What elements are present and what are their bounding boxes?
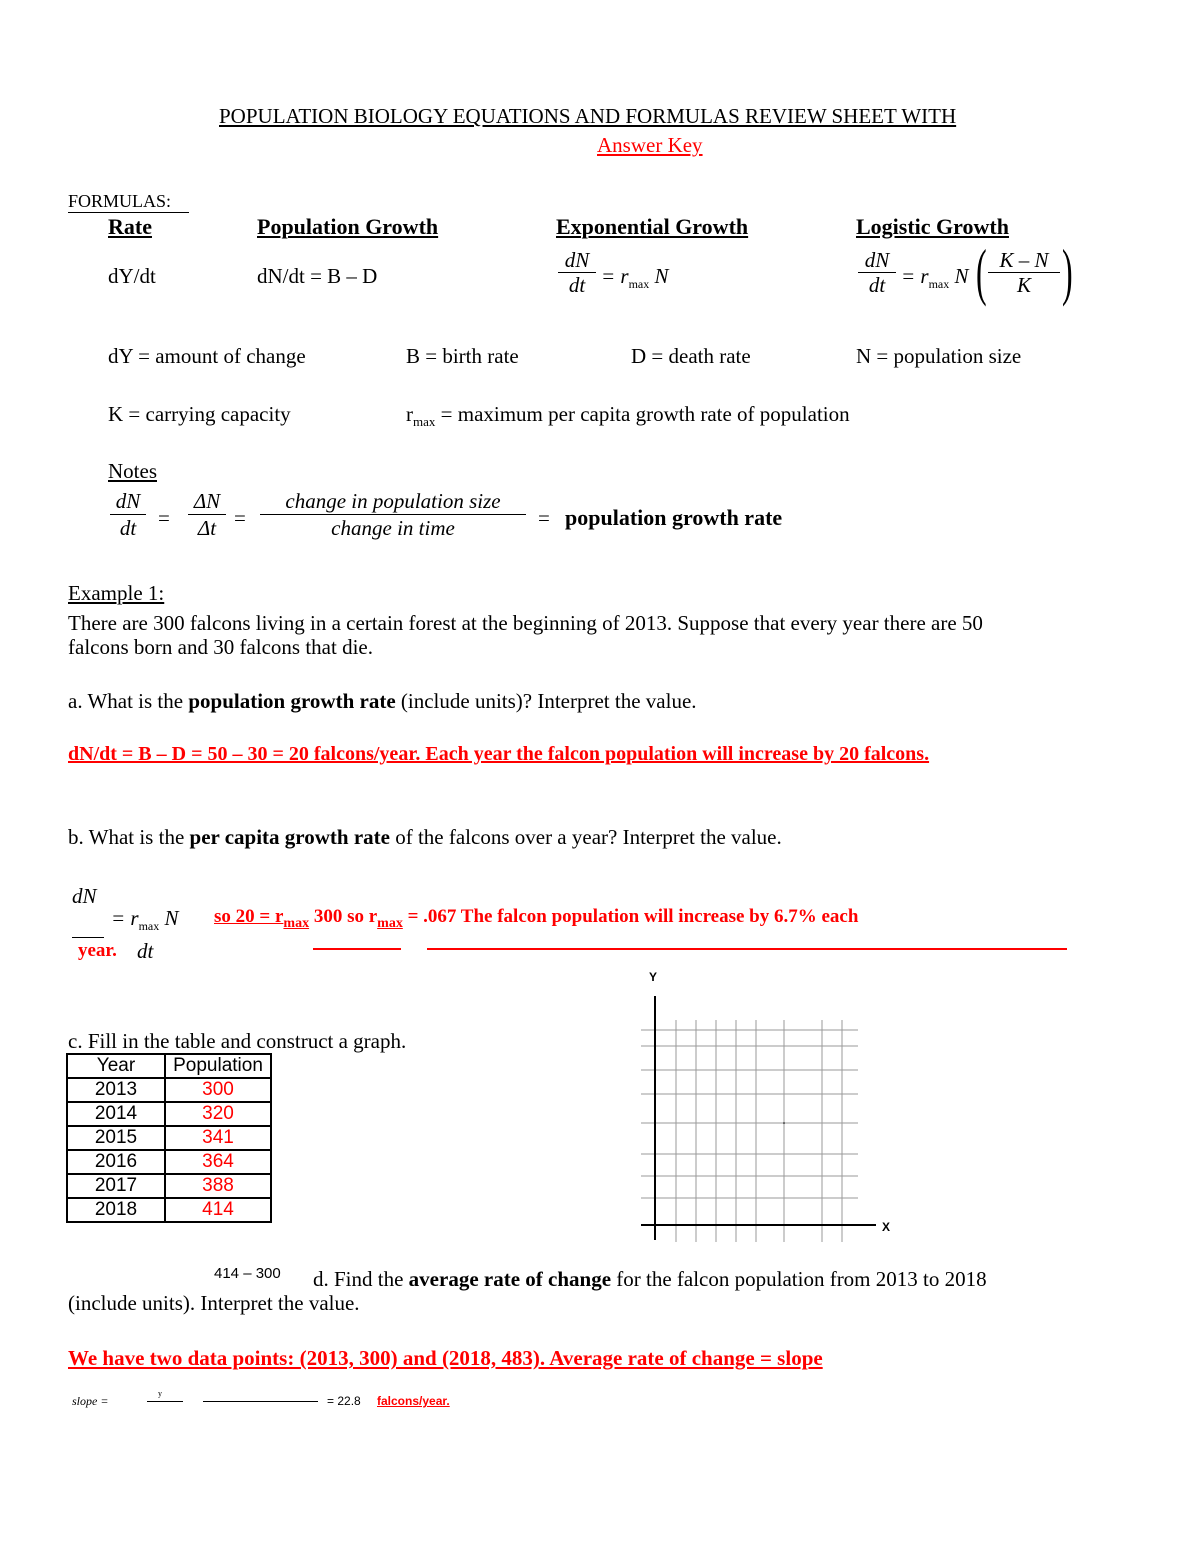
graph-x-label: X: [882, 1220, 891, 1234]
def-carrying-capacity: K = carrying capacity: [108, 402, 291, 426]
notes-eq-2: =: [234, 506, 246, 530]
example-text-line2: falcons born and 30 falcons that die.: [68, 635, 373, 659]
empty-graph-grid: [636, 966, 896, 1246]
def-population-size: N = population size: [856, 344, 1022, 368]
slope-label: slope =: [72, 1394, 109, 1408]
b-dt: dt: [137, 939, 154, 963]
table-header-row: [67, 1054, 271, 1078]
notes-eq-1: =: [158, 506, 170, 530]
rate-formula: dY/dt: [108, 264, 156, 288]
exp-rhs: = $r_{max}$ N: [601, 264, 669, 292]
question-b: b. What is the per capita growth rate of the falcons over a year? Interpret the value.: [68, 825, 782, 849]
b-year: year.: [78, 940, 117, 961]
question-d-line2: (include units). Interpret the value.: [68, 1291, 360, 1315]
b-underline-1: [313, 948, 401, 950]
heading-exponential-growth: Exponential Growth: [556, 214, 749, 239]
exp-denominator: dt: [568, 273, 586, 297]
slope-mini-bar: [147, 1401, 183, 1402]
formulas-label: FORMULAS:: [68, 190, 189, 213]
b-fraction-bar: [72, 937, 104, 938]
table-row: 2016 364: [67, 1150, 271, 1174]
notes-result: population growth rate: [565, 505, 783, 530]
def-birth-rate: B = birth rate: [406, 344, 519, 368]
exp-numerator: dN: [564, 248, 590, 272]
slope-fraction-bar: [203, 1401, 318, 1402]
question-c: c. Fill in the table and construct a graph.: [68, 1029, 407, 1053]
def-dy: dY = amount of change: [108, 344, 306, 368]
question-a: a. What is the population growth rate (include units)? Interpret the value.: [68, 689, 697, 713]
notes-eq-3: =: [538, 506, 550, 530]
def-rmax: $r_{max}$ = maximum per capita growth rate of population: [406, 402, 850, 430]
example-text-line1: There are 300 falcons living in a certain forest at the beginning of 2013. Suppose that every year there are 50: [68, 611, 983, 635]
d-fraction-numerator: 414 – 300: [214, 1265, 281, 1282]
b-answer: so $20 = r_{max}$ 300 so $r_{max} = .067$ The falcon population will increase by 6.7% each: [214, 906, 859, 931]
slope-units: falcons/year.: [377, 1394, 450, 1408]
b-rmax-eq: = $r_{max}$ N: [111, 906, 179, 934]
answer-a: dN/dt = B – D = 50 – 30 = 20 falcons/year. Each year the falcon population will increase by 20 falcons.: [68, 743, 930, 765]
right-paren: ): [1062, 236, 1073, 307]
log-rhs: = $r_{max}$ N: [901, 264, 969, 292]
notes-fraction-delta: ΔN Δt: [188, 488, 226, 541]
notes-label: Notes: [108, 459, 157, 483]
table-row: 2015 341: [67, 1126, 271, 1150]
b-underline-2: [427, 948, 1067, 950]
table-row: 2013 300: [67, 1078, 271, 1102]
population-table: [66, 1053, 272, 1223]
header-year: Year: [67, 1054, 165, 1078]
page-subtitle: Answer Key: [597, 133, 703, 157]
def-death-rate: D = death rate: [631, 344, 751, 368]
table-row: 2014 320: [67, 1102, 271, 1126]
answer-d: We have two data points: (2013, 300) and (2018, 483). Average rate of change = slope: [68, 1346, 823, 1370]
table-row: 2017 388: [67, 1174, 271, 1198]
header-population: Population: [165, 1054, 271, 1078]
population-growth-formula: dN/dt = B – D: [257, 264, 378, 288]
page-title: POPULATION BIOLOGY EQUATIONS AND FORMULAS REVIEW SHEET WITH: [219, 104, 957, 128]
graph-y-label: Y: [649, 970, 658, 984]
b-dn: dN: [72, 884, 97, 908]
heading-rate: Rate: [108, 214, 152, 239]
example-label: Example 1:: [68, 581, 165, 605]
left-paren: (: [976, 236, 987, 307]
table-row: 2018 414: [67, 1198, 271, 1222]
notes-fraction-dn-dt: dN dt: [110, 488, 146, 541]
slope-small-y: y: [158, 1389, 162, 1398]
logistic-inner-fraction: K – N K: [988, 248, 1060, 297]
slope-result: = 22.8: [327, 1394, 361, 1408]
logistic-growth-fraction: dN dt: [858, 248, 896, 297]
grid-lines: [641, 1020, 858, 1242]
question-d: d. Find the average rate of change for the falcon population from 2013 to 2018: [313, 1267, 987, 1291]
heading-logistic-growth: Logistic Growth: [856, 214, 1009, 239]
exponential-growth-fraction: [558, 248, 596, 297]
notes-fraction-words: change in population size change in time: [260, 488, 526, 541]
heading-population-growth: Population Growth: [257, 214, 439, 239]
